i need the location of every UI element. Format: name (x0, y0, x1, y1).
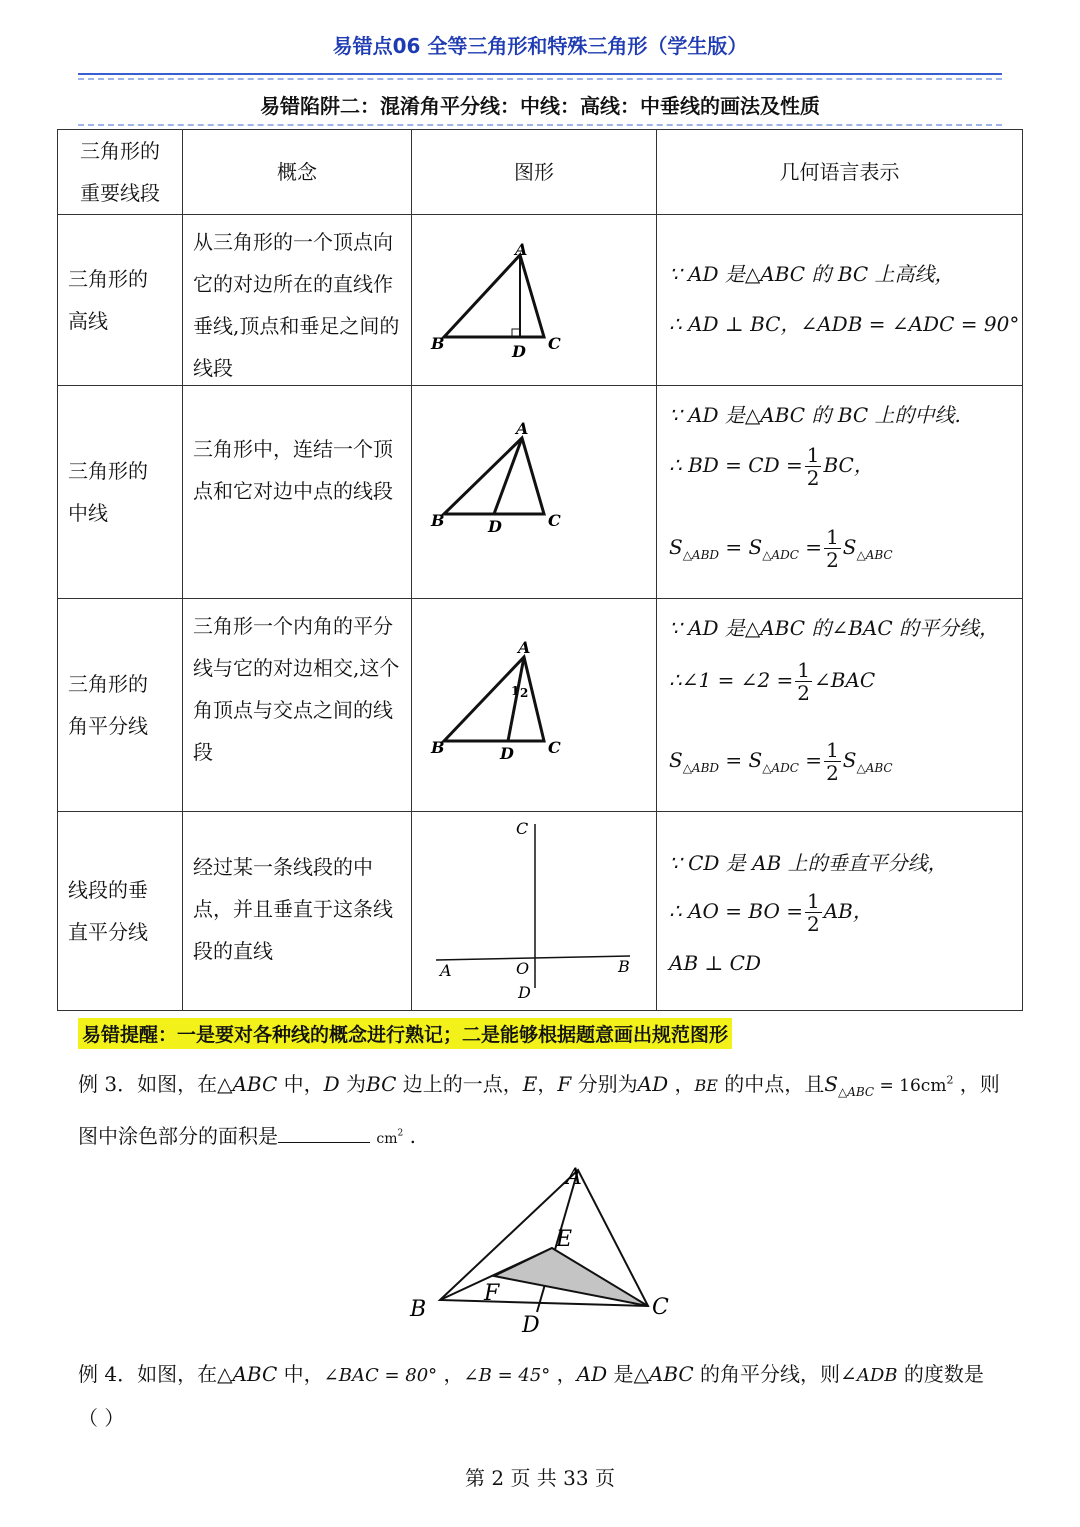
table-header-figure: 图形 (411, 129, 657, 215)
section-dashed-rule (78, 124, 1002, 126)
label-c: C (548, 511, 561, 530)
row-perp-bisector-expression (656, 811, 1023, 1011)
perp-perpendicular: AB ⊥ CD (669, 951, 762, 975)
label-c: C (548, 334, 561, 353)
label-b: B (410, 1297, 427, 1322)
label-f: F (484, 1281, 500, 1306)
example4-answer-choice: （ ） (78, 1406, 125, 1430)
label-d: D (512, 342, 526, 361)
row-perp-bisector-figure (411, 811, 657, 1011)
label-a: A (518, 638, 531, 657)
label-b: B (618, 957, 630, 976)
row-bisector-expression (656, 598, 1023, 812)
row-median-concept: 三角形中，连结一个顶点和它对边中点的线段 (182, 385, 412, 599)
altitude-given: ∵ AD 是△ABC 的 BC 上高线， (669, 262, 955, 286)
median-area-equation: $S_{\triangle ABD} = S_{\triangle ADC}$ = $\frac{1}{2}$ $S_{\triangle ABC}$ (669, 525, 893, 572)
document-header: 易错点06 全等三角形和特殊三角形（学生版） (332, 34, 748, 58)
label-a: A (566, 1165, 582, 1190)
label-o: O (516, 959, 530, 978)
label-d: D (488, 517, 502, 536)
median-figure (412, 386, 656, 598)
perp-given: ∵ CD 是 AB 上的垂直平分线， (669, 851, 948, 875)
row-altitude-figure (411, 214, 657, 386)
section-title: 易错陷阱二：混淆角平分线：中线：高线：中垂线的画法及性质 (260, 94, 820, 118)
table-header-expression: 几何语言表示 (656, 129, 1023, 215)
bisector-given: ∵ AD 是△ABC 的∠BAC 的平分线， (669, 616, 1000, 640)
answer-blank[interactable] (278, 1142, 370, 1143)
segments-table (57, 129, 1023, 1011)
label-d: D (500, 744, 514, 763)
bisector-figure (412, 599, 656, 811)
angle-2-label: 2 (520, 686, 529, 700)
page-footer: 第 2 页 共 33 页 (465, 1466, 615, 1490)
angle-1-label: 1 (511, 684, 520, 698)
header-rule (78, 73, 1002, 75)
label-c: C (652, 1295, 669, 1320)
row-median-figure (411, 385, 657, 599)
row-bisector-concept: 三角形一个内角的平分线与它的对边相交,这个角顶点与交点之间的线段 (182, 598, 412, 812)
example4-line1: 例 4．如图，在△ABC 中，∠BAC = 80° ，∠B = 45° ，AD 是△ABC 的角平分线，则∠ADB 的度数是 (78, 1362, 984, 1386)
row-median-name: 三角形的中线 (57, 385, 183, 599)
median-given: ∵ AD 是△ABC 的 BC 上的中线. (669, 403, 961, 427)
label-d: D (522, 1313, 540, 1338)
warning-note: 易错提醒：一是要对各种线的概念进行熟记；二是能够根据题意画出规范图形 (78, 1018, 732, 1049)
row-altitude-name: 三角形的高线 (57, 214, 183, 386)
label-c: C (516, 819, 529, 838)
label-b: B (431, 738, 445, 757)
row-bisector-figure (411, 598, 657, 812)
row-altitude-concept: 从三角形的一个顶点向它的对边所在的直线作垂线,顶点和垂足之间的线段 (182, 214, 412, 386)
altitude-figure (412, 215, 656, 385)
row-perp-bisector-name: 线段的垂直平分线 (57, 811, 183, 1011)
row-median-expression (656, 385, 1023, 599)
row-bisector-name: 三角形的角平分线 (57, 598, 183, 812)
example3-line2: 图中涂色部分的面积是 $cm^2$ . (78, 1124, 416, 1148)
bisector-area-equation: $S_{\triangle ABD} = S_{\triangle ADC}$ = $\frac{1}{2}$ $S_{\triangle ABC}$ (669, 738, 893, 785)
table-header-segment: 三角形的重要线段 (57, 129, 183, 215)
label-e: E (556, 1227, 573, 1252)
row-altitude-expression (656, 214, 1023, 386)
example3-figure (400, 1160, 690, 1340)
label-d: D (518, 983, 531, 1002)
example3-line1: 例 3．如图，在△ABC 中，D 为BC 边上的一点，E，F 分别为AD ，BE 的中点，且$S_{\triangle ABC} = 16cm^2$ ，则 (78, 1072, 1000, 1099)
header-dashed-rule (78, 78, 1002, 80)
median-conclusion: ∴ BD = CD = $\frac{1}{2}$ BC， (669, 443, 874, 490)
label-a: A (516, 419, 529, 438)
label-c: C (548, 738, 561, 757)
label-a: A (440, 961, 452, 980)
row-perp-bisector-concept: 经过某一条线段的中点，并且垂直于这条线段的直线 (182, 811, 412, 1011)
table-header-concept: 概念 (182, 129, 412, 215)
label-b: B (431, 334, 445, 353)
altitude-conclusion: ∴ AD ⊥ BC，∠ADB = ∠ADC = 90° (669, 312, 1020, 336)
bisector-conclusion: ∴∠1 = ∠2 = $\frac{1}{2}$ ∠BAC (669, 658, 876, 705)
label-a: A (515, 240, 528, 259)
perp-conclusion: ∴ AO = BO = $\frac{1}{2}$ AB， (669, 889, 873, 936)
label-b: B (431, 511, 445, 530)
perp-bisector-figure (412, 812, 656, 1010)
